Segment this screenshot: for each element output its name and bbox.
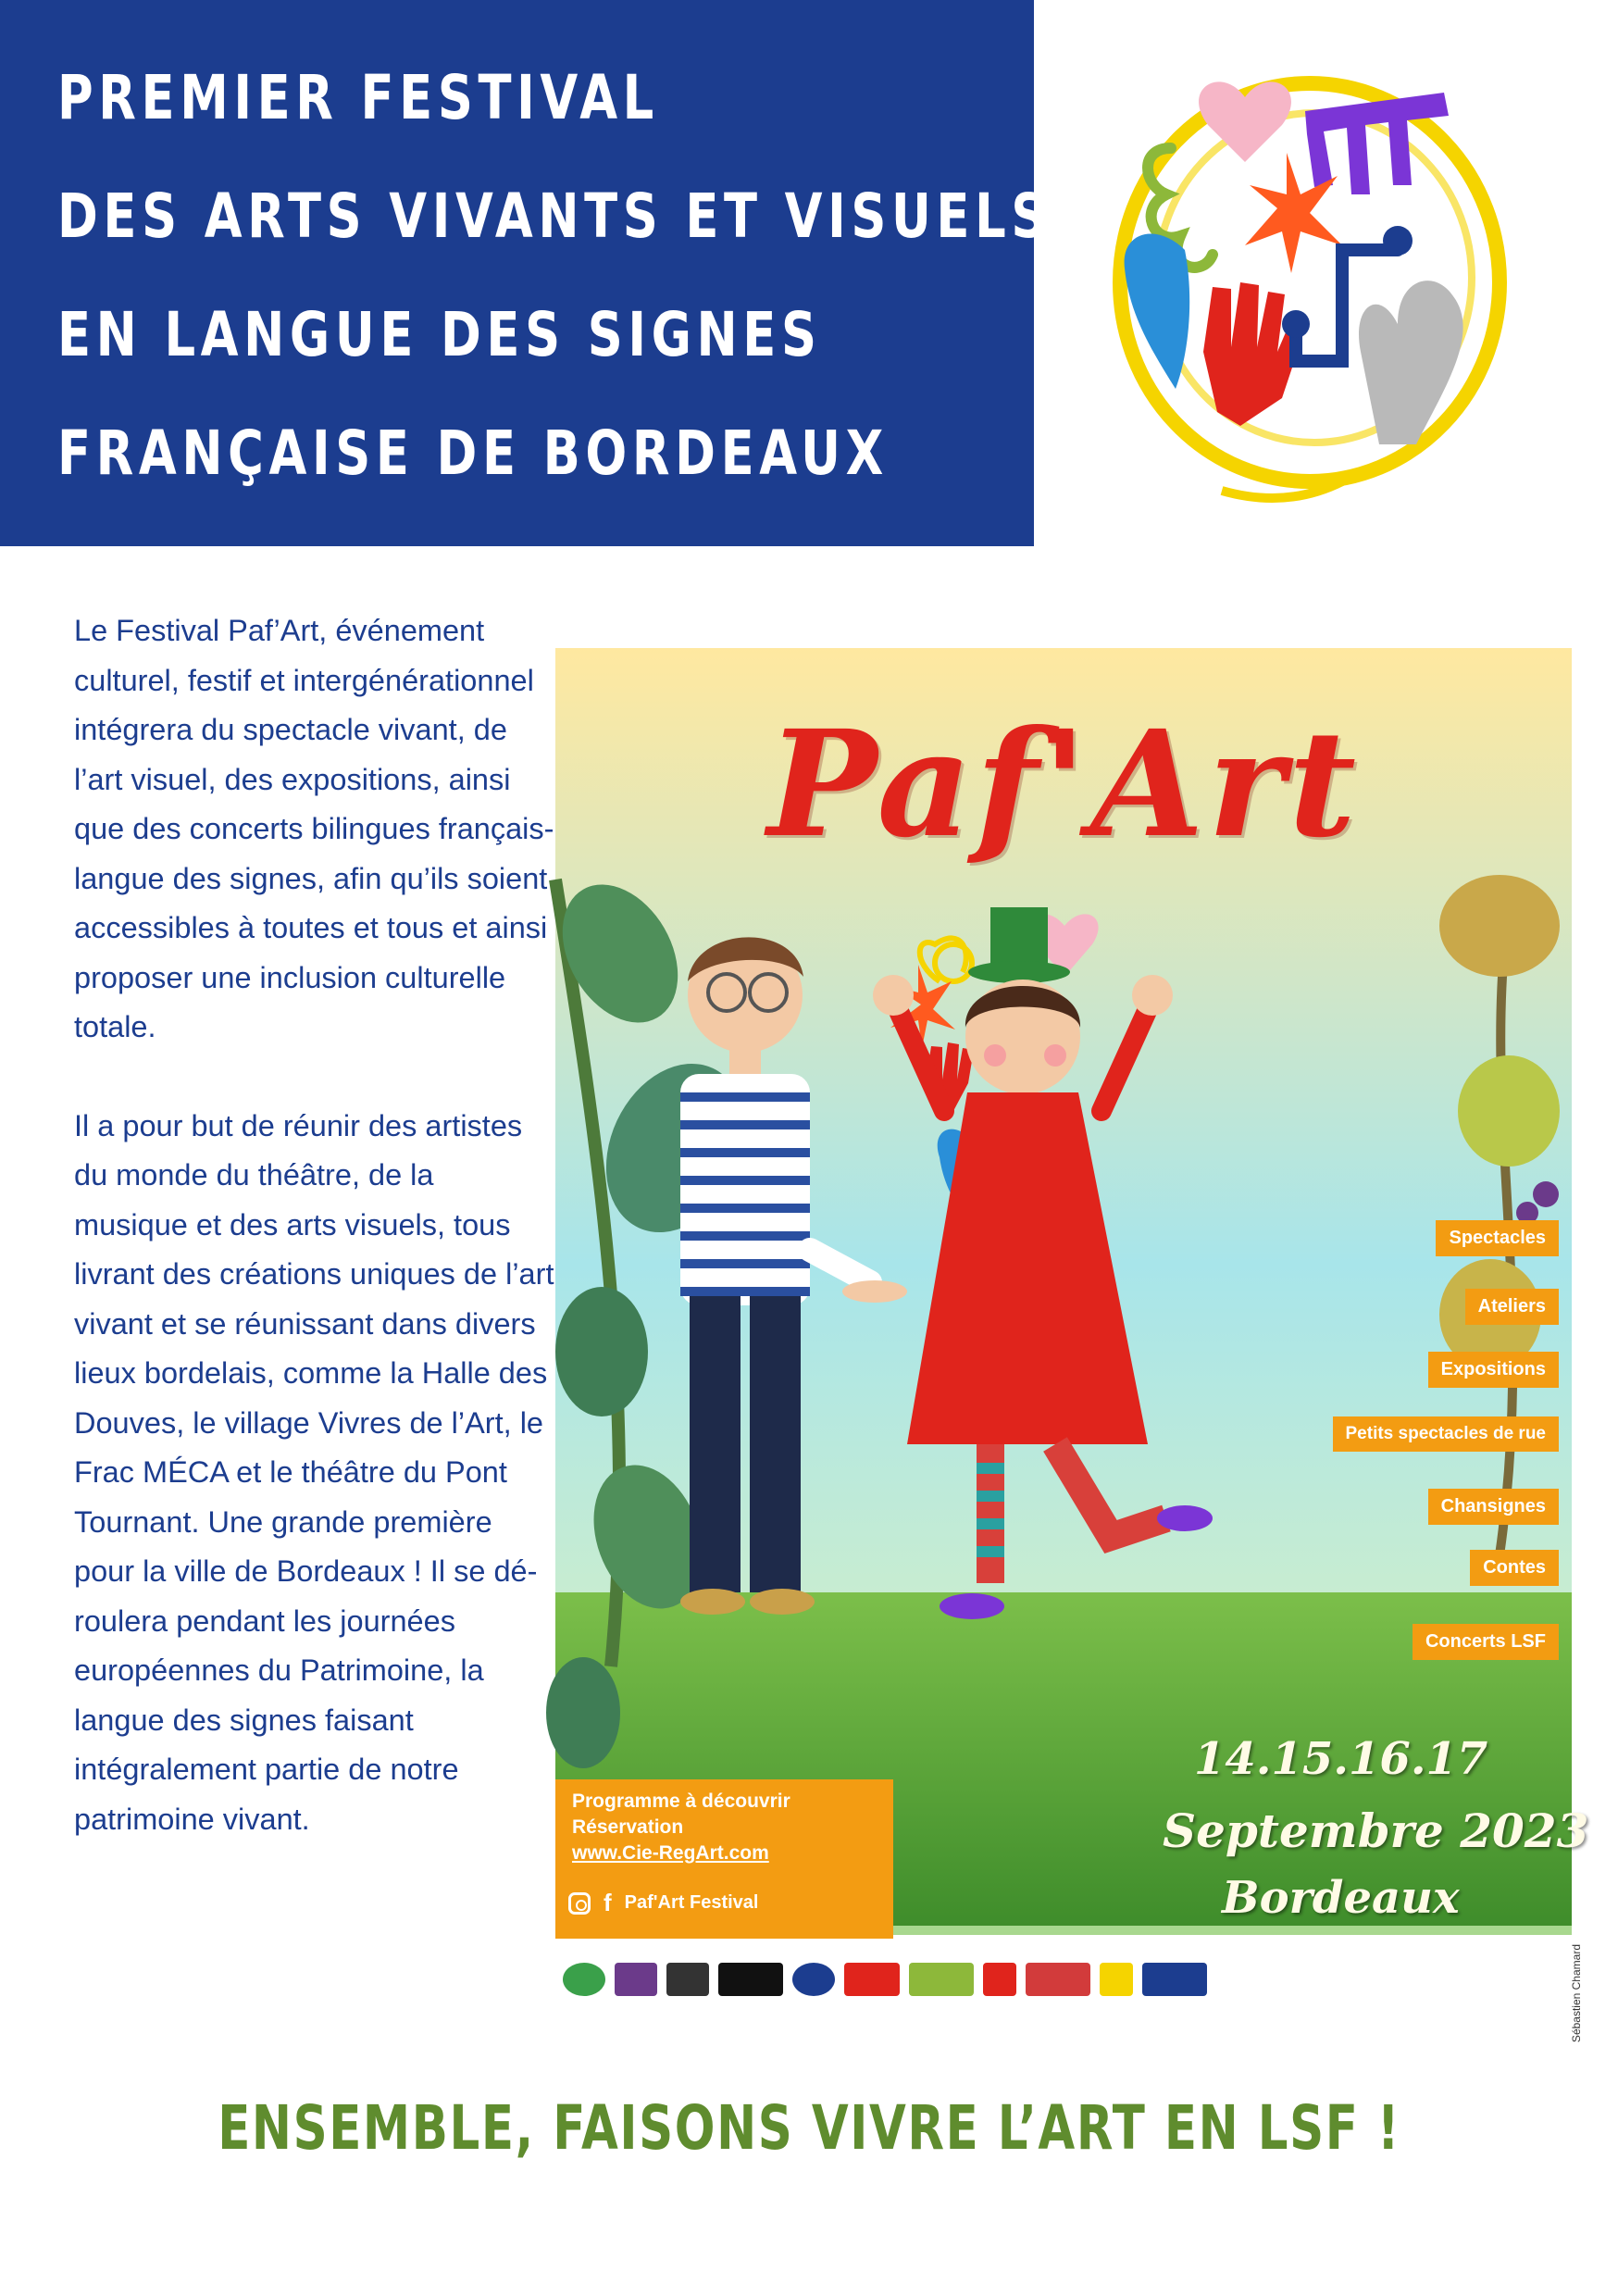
illustrator-credit: Sébastien Chamard <box>1570 1944 1583 2043</box>
partner-logos <box>563 1963 1207 1996</box>
header-line-2: DES ARTS VIVANTS ET VISUELS <box>57 181 1052 252</box>
poster-title: Paf'Art <box>766 699 1361 870</box>
body-text <box>74 606 555 1893</box>
tag-concerts-lsf: Concerts LSF <box>1413 1624 1559 1660</box>
poster-city: Bordeaux <box>1222 1872 1460 1924</box>
partner-logo-6 <box>844 1963 900 1996</box>
header-line-4: FRANÇAISE DE BORDEAUX <box>57 418 889 489</box>
tag-contes: Contes <box>1470 1550 1559 1586</box>
partner-logo-3 <box>666 1963 709 1996</box>
social-links <box>568 1889 758 1917</box>
purpose-paragraph: Il a pour but de réunir des artistes du monde du théâtre, de la musique et des arts visuels, tous livrant des créations uniques de l’art vivant et se réunissant dans divers lieux bordelais, comme la Halle des Douves, le village Vivres de l’Art, le Frac MÉCA et le théâtre du Pont Tournant. Une grande première pour la ville de Bordeaux ! Il se dé-roulera pendant les journées européennes du Patrimoine, la langue des signes faisant intégralement partie de notre patrimoine vivant. <box>74 1108 554 1836</box>
tag-spectacles: Spectacles <box>1436 1220 1559 1256</box>
instagram-icon[interactable] <box>568 1892 591 1915</box>
promo-reservation: Réservation <box>572 1816 684 1838</box>
partner-logo-9 <box>1026 1963 1090 1996</box>
header-banner <box>0 0 1052 546</box>
partner-logo-11 <box>1142 1963 1207 1996</box>
tag-ateliers: Ateliers <box>1465 1289 1559 1325</box>
promo-box <box>555 1779 893 1939</box>
partner-logo-7 <box>909 1963 974 1996</box>
social-handle: Paf'Art Festival <box>624 1892 759 1913</box>
tag-chansignes: Chansignes <box>1428 1489 1559 1525</box>
header-line-3: EN LANGUE DES SIGNES <box>57 299 822 370</box>
slogan-text: ENSEMBLE, FAISONS VIVRE L’ART EN LSF ! <box>218 2092 1400 2164</box>
purple-hand-icon <box>1305 93 1449 194</box>
poster-days: 14.15.16.17 <box>1194 1733 1488 1785</box>
tag-expositions: Expositions <box>1428 1352 1559 1388</box>
promo-program: Programme à découvrir <box>572 1791 790 1812</box>
partner-logo-8 <box>983 1963 1016 1996</box>
facebook-icon[interactable]: f <box>604 1889 612 1916</box>
partner-logo-5 <box>792 1963 835 1996</box>
tag-petits-spectacles: Petits spectacles de rue <box>1333 1416 1560 1452</box>
footer-slogan <box>0 2092 1618 2164</box>
partner-logo-2 <box>615 1963 657 1996</box>
promo-url-link[interactable]: www.Cie-RegArt.com <box>572 1842 769 1864</box>
partner-logo-10 <box>1100 1963 1133 1996</box>
poster-month: Septembre 2023 <box>1163 1803 1589 1858</box>
intro-paragraph: Le Festival Paf’Art, événement culturel, festif et intergénérationnel intégrera du spectacle vivant, de l’art visuel, des expositions, ainsi que des concerts bilingues français-langue des signes, afin qu’ils soient accessibles à toutes et tous et ainsi proposer une inclusion culturelle totale. <box>74 614 554 1043</box>
partner-logo-4 <box>718 1963 783 1996</box>
partner-logo-1 <box>563 1963 605 1996</box>
festival-logo <box>1101 46 1518 537</box>
festival-poster <box>555 648 1589 2043</box>
header-line-1: PREMIER FESTIVAL <box>57 62 659 133</box>
